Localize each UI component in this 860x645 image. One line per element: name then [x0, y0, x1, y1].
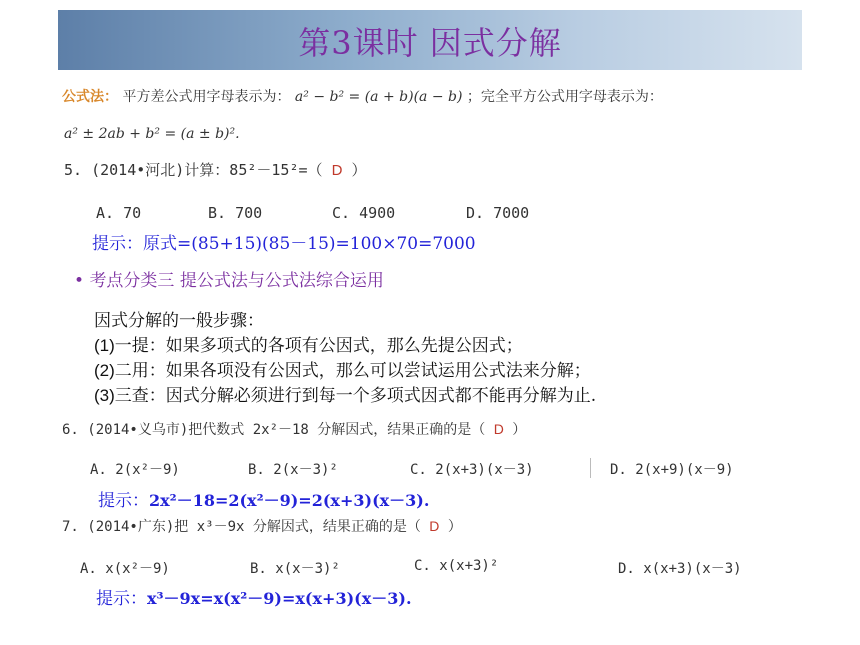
title-banner — [58, 10, 802, 70]
question-5-stem — [64, 159, 366, 180]
page-title: 第3课时 因式分解 — [298, 24, 562, 62]
question-7-option-a: A. x(x²－9) — [80, 561, 170, 577]
question-6-option-b: B. 2(x－3)² — [248, 462, 338, 478]
question-7-option-c: C. x(x+3)² — [414, 558, 499, 574]
question-7-stem — [62, 516, 462, 536]
question-6-option-d: D. 2(x+9)(x－9) — [610, 462, 734, 478]
perfect-square-formula: a² ± 2ab + b² = (a ± b)². — [64, 126, 240, 142]
bullet-heading — [74, 266, 384, 291]
question-5-hint: 提示：原式=(85+15)(85－15)=100×70=7000 — [92, 234, 476, 254]
question-6-text: 6. (2014•义乌市)把代数式 2x²－18 分解因式，结果正确的是（ — [62, 422, 486, 438]
divider — [590, 458, 591, 478]
step-1-text: 一提：如果多项式的各项有公因式，那么先提公因式； — [114, 336, 523, 356]
formula-label: 公式法： — [62, 89, 118, 105]
question-5-option-b: B. 700 — [208, 204, 263, 222]
question-5-option-d: D. 7000 — [466, 204, 530, 222]
question-6-hint-label: 提示： — [98, 491, 149, 511]
step-3-text: 三查：因式分解必须进行到每一个多项式因式都不能再分解为止. — [114, 386, 597, 406]
formula-text-b: ；完全平方公式用字母表示为： — [466, 89, 663, 105]
formula-line-2 — [64, 126, 240, 142]
step-1-number: (1) — [94, 336, 115, 355]
formula-line-1 — [62, 86, 663, 106]
bullet-icon: • — [74, 271, 85, 291]
question-6-close: ） — [512, 422, 527, 438]
question-7-hint-text: x³－9x=x(x²－9)=x(x+3)(x－3). — [147, 589, 412, 608]
question-5-option-a: A. 70 — [96, 204, 142, 222]
question-6-stem — [62, 419, 526, 439]
step-2-text: 二用：如果各项没有公因式，那么可以尝试运用公式法来分解； — [114, 361, 591, 381]
question-5-answer: D — [331, 162, 343, 179]
question-7-hint-label: 提示： — [96, 589, 147, 609]
step-3 — [94, 381, 596, 406]
steps-heading: 因式分解的一般步骤： — [94, 311, 264, 331]
step-3-number: (3) — [94, 386, 115, 405]
step-2-number: (2) — [94, 361, 115, 380]
question-6-hint — [98, 486, 429, 511]
question-5-option-c: C. 4900 — [332, 204, 396, 222]
question-5-text: 5. (2014•河北)计算：85²－15²=（ — [64, 161, 323, 179]
question-7-hint — [96, 584, 412, 609]
question-6-answer: D — [493, 421, 504, 437]
question-7-text: 7. (2014•广东)把 x³－9x 分解因式，结果正确的是（ — [62, 519, 421, 535]
bullet-text: 考点分类三 提公式法与公式法综合运用 — [89, 271, 384, 291]
step-1 — [94, 331, 523, 356]
question-7-option-d: D. x(x+3)(x－3) — [618, 561, 742, 577]
question-6-option-c: C. 2(x+3)(x－3) — [410, 462, 534, 478]
question-6-hint-text: 2x²－18=2(x²－9)=2(x+3)(x－3). — [149, 491, 430, 510]
question-7-option-b: B. x(x－3)² — [250, 561, 340, 577]
difference-of-squares-formula: a² − b² = (a + b)(a − b) — [294, 89, 463, 105]
question-7-answer: D — [429, 518, 440, 534]
step-2 — [94, 356, 591, 381]
question-5-close: ） — [351, 161, 367, 179]
question-6-option-a: A. 2(x²－9) — [90, 462, 180, 478]
question-7-close: ） — [447, 519, 462, 535]
formula-text-a: 平方差公式用字母表示为： — [122, 89, 291, 105]
